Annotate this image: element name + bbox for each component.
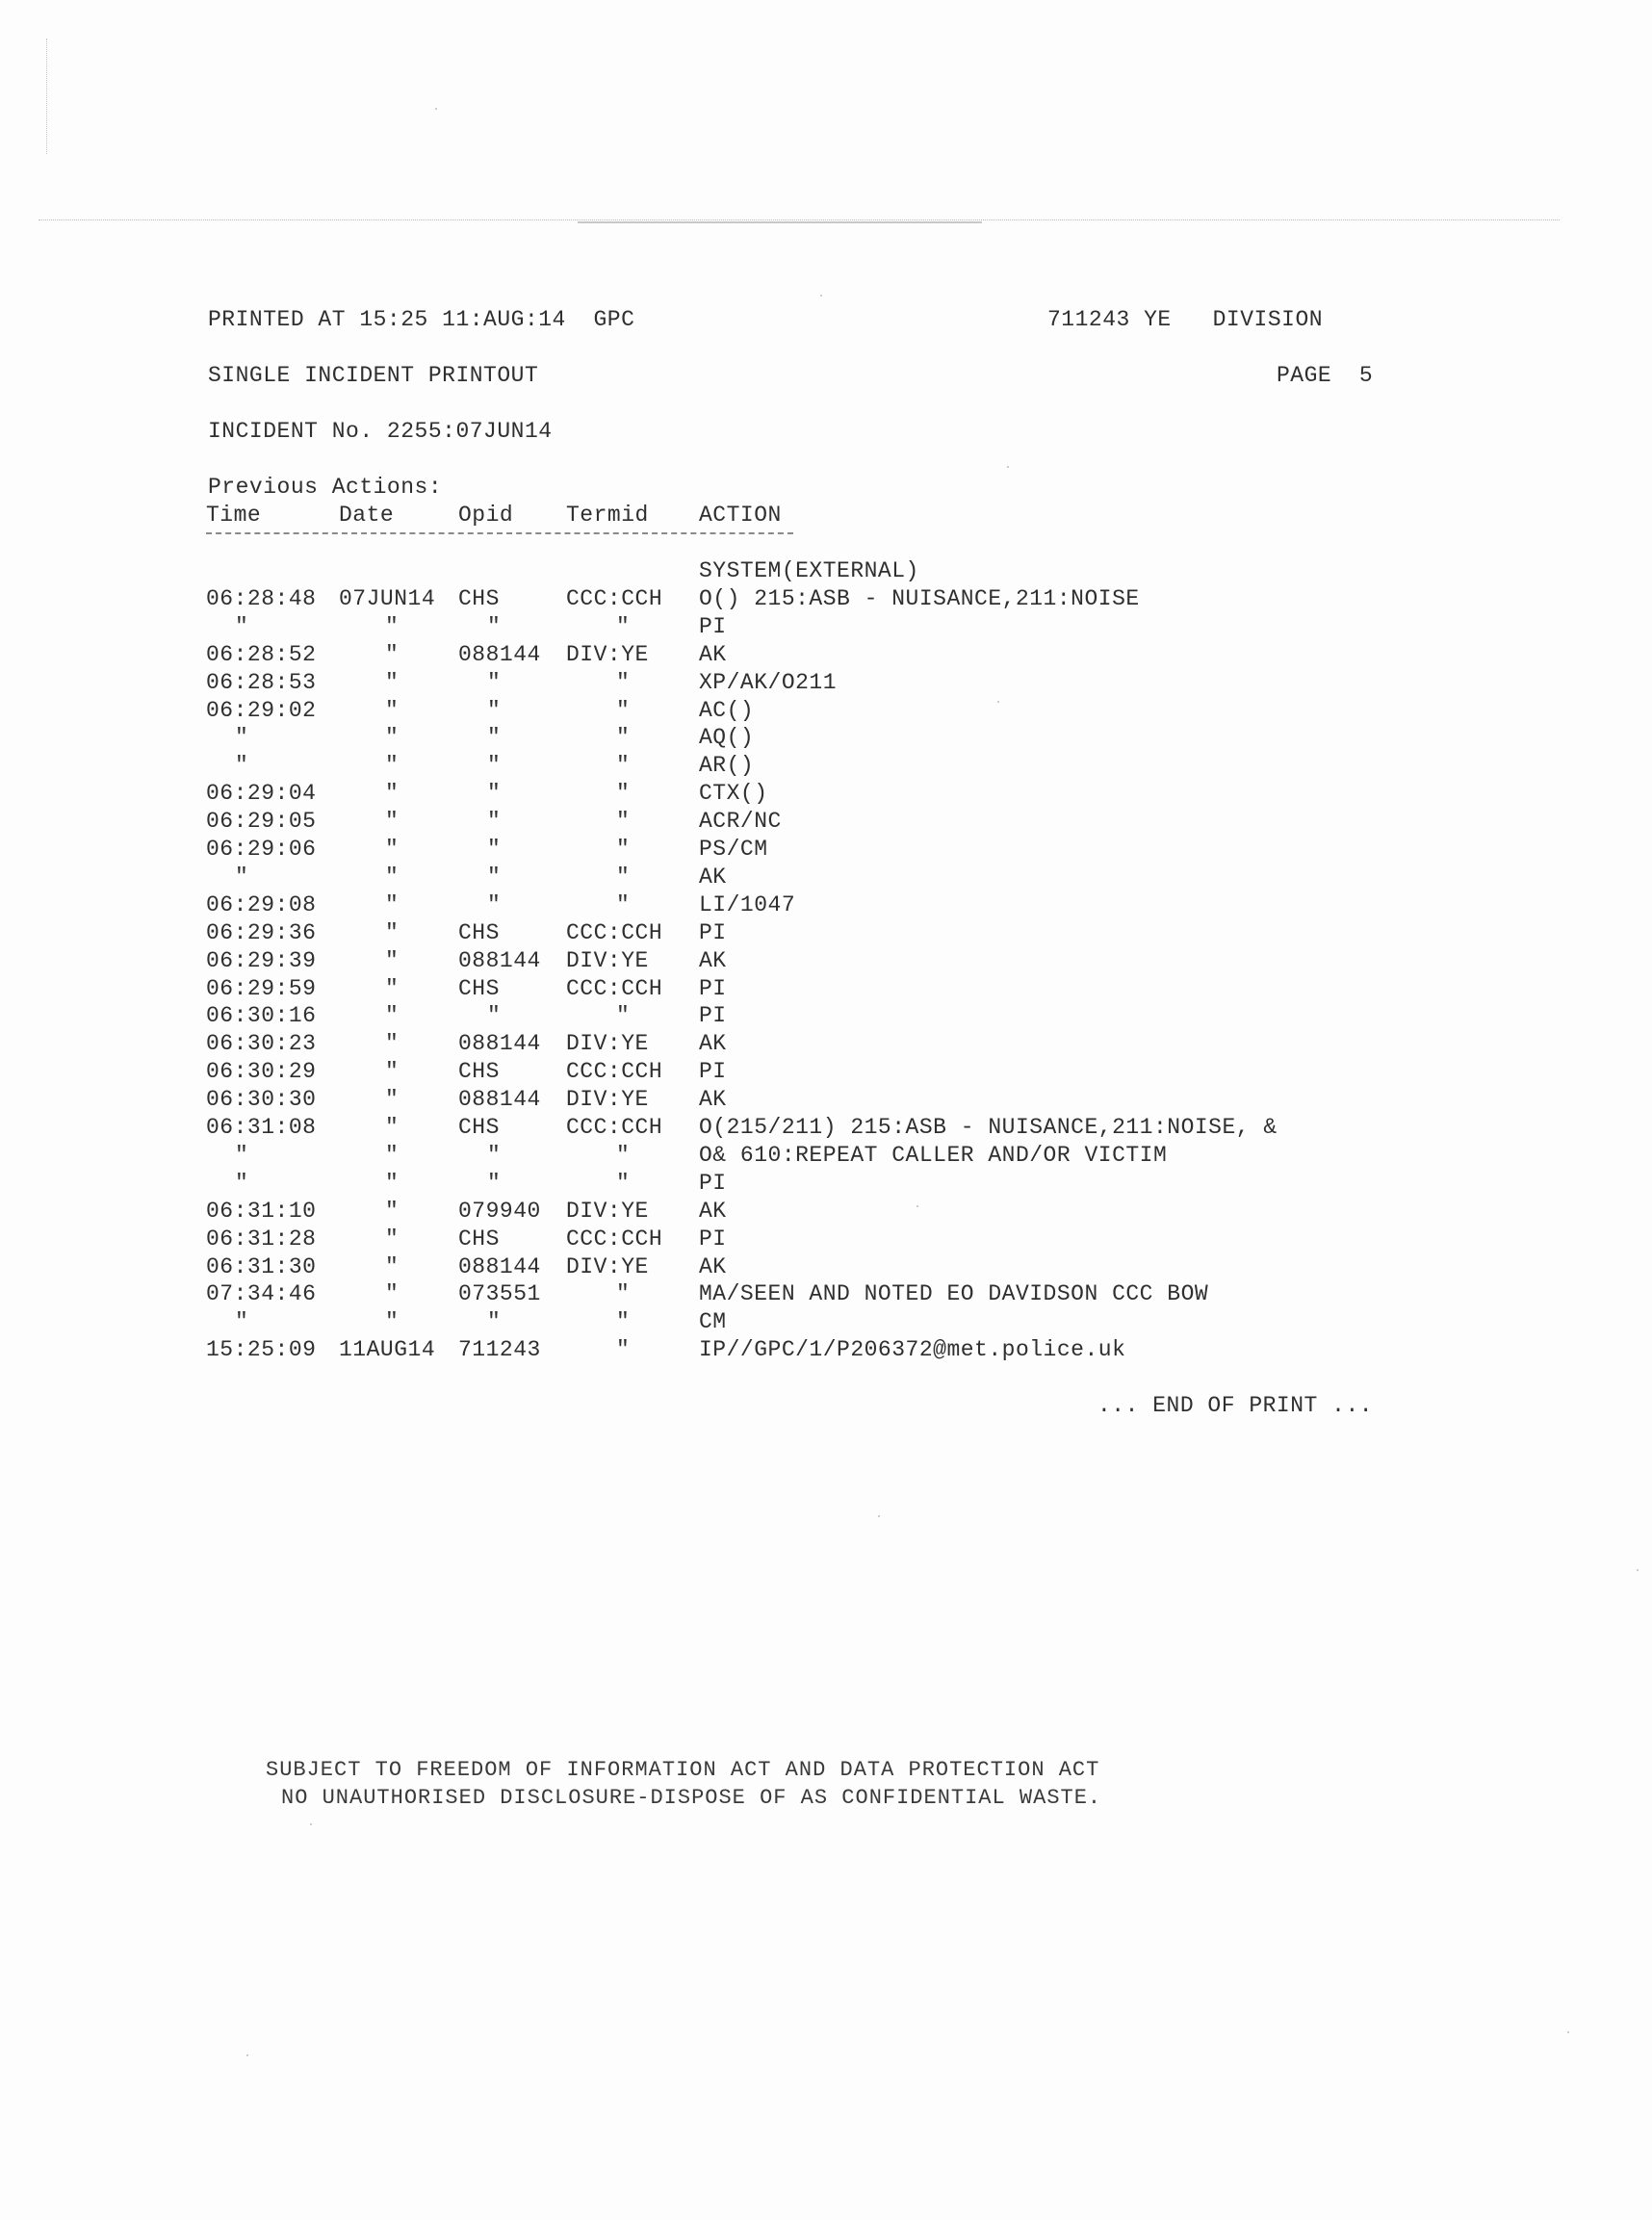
cell-action: PI [699, 613, 727, 639]
cell-date: " [385, 947, 400, 973]
cell-time: 06:28:48 [206, 585, 317, 611]
cell-action: AK [699, 641, 727, 667]
cell-date: " [385, 1309, 400, 1335]
cell-time: 06:30:30 [206, 1087, 317, 1113]
cell-time: 07:34:46 [206, 1281, 317, 1307]
cell-termid: DIV:YE [566, 1253, 649, 1279]
cell-opid: CHS [458, 975, 500, 1001]
scan-speck [310, 1823, 312, 1825]
column-header-action: ACTION [699, 503, 782, 528]
cell-opid: CHS [458, 1115, 500, 1140]
cell-termid: DIV:YE [566, 947, 649, 973]
cell-time: " [235, 864, 249, 890]
cell-termid: " [616, 669, 631, 695]
cell-opid: CHS [458, 1059, 500, 1085]
cell-termid: DIV:YE [566, 641, 649, 667]
cell-opid: " [487, 1309, 502, 1335]
cell-action: O(215/211) 215:ASB - NUISANCE,211:NOISE, & [699, 1115, 1278, 1140]
column-header-opid: Opid [458, 503, 514, 528]
page-number: PAGE 5 [1277, 363, 1374, 388]
column-header-termid: Termid [566, 503, 649, 528]
cell-termid: " [616, 1170, 631, 1196]
cell-time: 06:29:36 [206, 919, 317, 945]
cell-termid: " [616, 809, 631, 835]
document-title: SINGLE INCIDENT PRINTOUT [208, 363, 539, 388]
cell-date: " [385, 1059, 400, 1085]
cell-opid: " [487, 1170, 502, 1196]
cell-action: AK [699, 1198, 727, 1224]
cell-time: 06:29:59 [206, 975, 317, 1001]
scan-speck [916, 1205, 918, 1207]
cell-action: XP/AK/O211 [699, 669, 838, 695]
cell-time: 06:28:53 [206, 669, 317, 695]
cell-termid: CCC:CCH [566, 1115, 663, 1140]
cell-action: PI [699, 1226, 727, 1252]
cell-termid: " [616, 613, 631, 639]
cell-date: " [385, 781, 400, 807]
scan-speck [435, 108, 437, 110]
cell-opid: 088144 [458, 1253, 541, 1279]
cell-opid: " [487, 697, 502, 723]
cell-opid: " [487, 781, 502, 807]
cell-time: 06:30:23 [206, 1031, 317, 1057]
cell-time: 06:31:08 [206, 1115, 317, 1140]
cell-action: AR() [699, 753, 755, 779]
cell-time: 06:31:30 [206, 1253, 317, 1279]
cell-termid: " [616, 781, 631, 807]
cell-date: " [385, 1170, 400, 1196]
cell-termid: " [616, 697, 631, 723]
cell-date: " [385, 1281, 400, 1307]
cell-action: LI/1047 [699, 891, 796, 917]
end-of-print: ... END OF PRINT ... [1097, 1393, 1374, 1418]
column-header-time: Time [206, 503, 262, 528]
column-header-underline [206, 532, 793, 540]
cell-opid: " [487, 864, 502, 890]
scan-speck [878, 1515, 880, 1517]
cell-termid: " [616, 1337, 631, 1363]
cell-action: AK [699, 1253, 727, 1279]
printed-at-line: PRINTED AT 15:25 11:AUG:14 GPC [208, 307, 635, 332]
cell-opid: " [487, 613, 502, 639]
cell-date: " [385, 669, 400, 695]
cell-opid: 711243 [458, 1337, 541, 1363]
cell-termid: CCC:CCH [566, 1226, 663, 1252]
cell-opid: 073551 [458, 1281, 541, 1307]
cell-termid: CCC:CCH [566, 919, 663, 945]
cell-opid: 088144 [458, 1087, 541, 1113]
column-header-date: Date [339, 503, 395, 528]
cell-date: " [385, 1253, 400, 1279]
cell-action: AC() [699, 697, 755, 723]
cell-date: " [385, 1142, 400, 1168]
footer-notice-line-1: SUBJECT TO FREEDOM OF INFORMATION ACT AND DATA PROTECTION ACT [266, 1758, 1100, 1782]
scan-speck [820, 295, 822, 297]
cell-termid: CCC:CCH [566, 585, 663, 611]
cell-date: " [385, 837, 400, 862]
cell-time: 06:29:06 [206, 837, 317, 862]
scan-fold-line [39, 219, 1560, 220]
scan-speck [997, 701, 999, 703]
cell-action: SYSTEM(EXTERNAL) [699, 558, 919, 583]
cell-termid: CCC:CCH [566, 1059, 663, 1085]
cell-termid: " [616, 1142, 631, 1168]
division-line: 711243 YE DIVISION [1047, 307, 1324, 332]
cell-termid: " [616, 1281, 631, 1307]
cell-time: 06:31:28 [206, 1226, 317, 1252]
cell-date: " [385, 1031, 400, 1057]
cell-time: 06:29:04 [206, 781, 317, 807]
cell-termid: " [616, 837, 631, 862]
cell-action: O() 215:ASB - NUISANCE,211:NOISE [699, 585, 1140, 611]
cell-date: " [385, 1198, 400, 1224]
cell-opid: " [487, 1003, 502, 1029]
cell-termid: " [616, 1309, 631, 1335]
cell-action: PI [699, 1170, 727, 1196]
cell-time: 15:25:09 [206, 1337, 317, 1363]
cell-opid: " [487, 837, 502, 862]
cell-opid: " [487, 891, 502, 917]
cell-opid: CHS [458, 585, 500, 611]
cell-date: " [385, 1087, 400, 1113]
cell-time: " [235, 1170, 249, 1196]
cell-opid: 088144 [458, 641, 541, 667]
cell-date: " [385, 613, 400, 639]
cell-time: 06:28:52 [206, 641, 317, 667]
cell-termid: DIV:YE [566, 1087, 649, 1113]
cell-time: 06:30:16 [206, 1003, 317, 1029]
cell-date: " [385, 891, 400, 917]
cell-opid: CHS [458, 1226, 500, 1252]
scan-speck [1567, 2031, 1569, 2033]
cell-termid: DIV:YE [566, 1031, 649, 1057]
cell-action: AQ() [699, 725, 755, 751]
cell-termid: " [616, 891, 631, 917]
cell-action: PI [699, 919, 727, 945]
cell-date: " [385, 809, 400, 835]
cell-time: 06:29:39 [206, 947, 317, 973]
cell-action: MA/SEEN AND NOTED EO DAVIDSON CCC BOW [699, 1281, 1209, 1307]
footer-notice-line-2: NO UNAUTHORISED DISCLOSURE-DISPOSE OF AS CONFIDENTIAL WASTE. [281, 1786, 1102, 1810]
cell-opid: 088144 [458, 947, 541, 973]
cell-opid: " [487, 753, 502, 779]
cell-time: " [235, 1142, 249, 1168]
cell-opid: CHS [458, 919, 500, 945]
cell-action: AK [699, 864, 727, 890]
cell-time: 06:30:29 [206, 1059, 317, 1085]
scan-speck [246, 2054, 248, 2056]
cell-action: CTX() [699, 781, 768, 807]
cell-opid: 088144 [458, 1031, 541, 1057]
cell-date: " [385, 725, 400, 751]
cell-date: " [385, 641, 400, 667]
cell-time: " [235, 1309, 249, 1335]
cell-opid: 079940 [458, 1198, 541, 1224]
cell-time: 06:31:10 [206, 1198, 317, 1224]
cell-time: " [235, 725, 249, 751]
cell-action: AK [699, 1087, 727, 1113]
scan-speck [1637, 1569, 1639, 1571]
cell-action: AK [699, 947, 727, 973]
cell-action: CM [699, 1309, 727, 1335]
scan-speck [1007, 466, 1009, 468]
cell-date: " [385, 864, 400, 890]
cell-date: " [385, 1115, 400, 1140]
cell-action: AK [699, 1031, 727, 1057]
cell-time: 06:29:02 [206, 697, 317, 723]
cell-date: " [385, 919, 400, 945]
cell-opid: " [487, 1142, 502, 1168]
cell-date: 07JUN14 [339, 585, 436, 611]
cell-time: " [235, 753, 249, 779]
cell-termid: " [616, 864, 631, 890]
cell-date: " [385, 1003, 400, 1029]
cell-termid: DIV:YE [566, 1198, 649, 1224]
incident-number: INCIDENT No. 2255:07JUN14 [208, 419, 553, 444]
cell-termid: " [616, 1003, 631, 1029]
cell-termid: CCC:CCH [566, 975, 663, 1001]
cell-date: 11AUG14 [339, 1337, 436, 1363]
previous-actions-label: Previous Actions: [208, 475, 443, 500]
cell-action: PS/CM [699, 837, 768, 862]
cell-date: " [385, 975, 400, 1001]
cell-action: ACR/NC [699, 809, 782, 835]
cell-action: PI [699, 1059, 727, 1085]
cell-termid: " [616, 725, 631, 751]
cell-date: " [385, 1226, 400, 1252]
cell-opid: " [487, 809, 502, 835]
cell-action: PI [699, 1003, 727, 1029]
scan-margin-mark [46, 39, 47, 154]
cell-action: PI [699, 975, 727, 1001]
cell-opid: " [487, 669, 502, 695]
cell-action: IP//GPC/1/P206372@met.police.uk [699, 1337, 1126, 1363]
cell-opid: " [487, 725, 502, 751]
cell-time: " [235, 613, 249, 639]
scan-fold-line-dark [578, 221, 982, 223]
cell-time: 06:29:08 [206, 891, 317, 917]
cell-action: O& 610:REPEAT CALLER AND/OR VICTIM [699, 1142, 1168, 1168]
cell-time: 06:29:05 [206, 809, 317, 835]
cell-termid: " [616, 753, 631, 779]
cell-date: " [385, 753, 400, 779]
cell-date: " [385, 697, 400, 723]
